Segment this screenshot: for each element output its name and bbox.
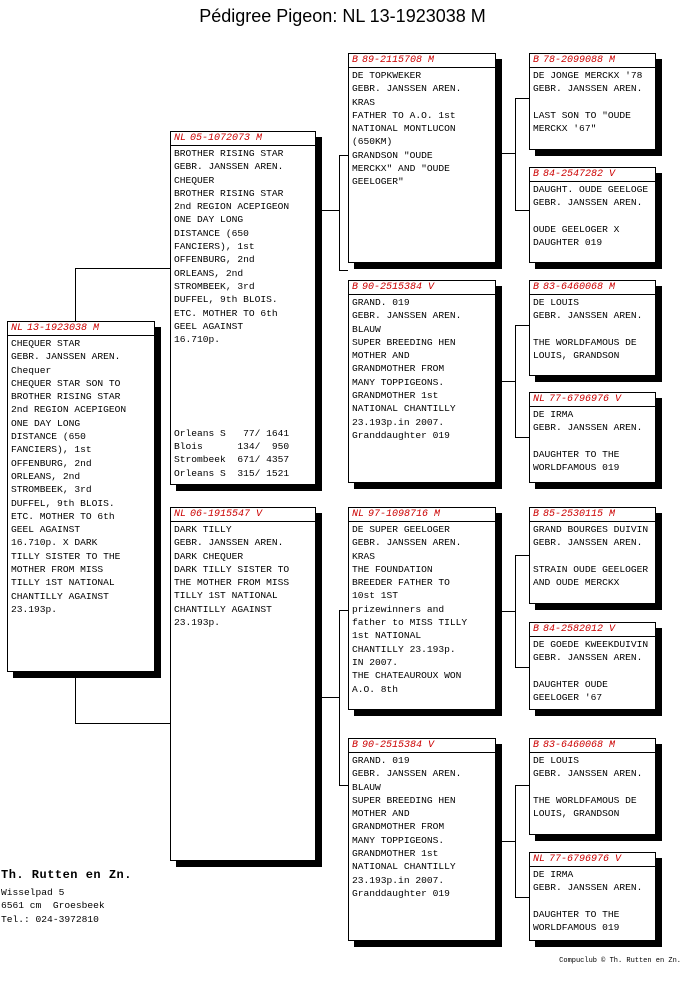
description-line: GEEL AGAINST: [174, 320, 244, 332]
connector: [515, 98, 529, 99]
description-line: GRANDMOTHER FROM: [352, 821, 445, 833]
description-line: [533, 665, 652, 678]
description-line: MERCKX '67": [533, 123, 597, 135]
ring-number: 84-2582012 V: [543, 624, 616, 635]
pigeon-description: [352, 754, 492, 900]
description-line: DE GOEDE KWEEKDUIVIN: [533, 639, 649, 650]
description-line: GRANDMOTHER 1st: [352, 390, 439, 402]
description-line: GRANDMOTHER 1st: [352, 848, 439, 860]
description-line: [533, 781, 652, 794]
connector: [339, 155, 340, 270]
description-line: CHANTILLY AGAINST: [174, 603, 272, 615]
description-line: DAUGHTER OUDE: [533, 678, 608, 690]
connector: [339, 785, 348, 786]
description-line: GEBR. JANSSEN AREN.: [533, 310, 643, 322]
pigeon-description: [352, 523, 492, 696]
connector: [339, 610, 340, 785]
country-code: NL: [352, 509, 365, 520]
country-code: B: [533, 169, 540, 180]
connector: [515, 785, 529, 786]
description-line: CHEQUER STAR: [11, 338, 81, 349]
description-line: FANCIERS), 1st: [11, 444, 92, 456]
owner-city: 6561 cm Groesbeek: [1, 900, 105, 912]
description-line: GEBR. JANSSEN AREN.: [352, 537, 462, 549]
pigeon-description: [352, 296, 492, 442]
pigeon-description: [533, 868, 652, 934]
description-line: GEELOGER '67: [533, 692, 603, 704]
description-line: CHEQUER STAR SON TO: [11, 377, 121, 389]
pigeon-card-sire-sire[interactable]: [348, 53, 496, 263]
description-line: STROMBEEK, 3rd: [11, 484, 92, 496]
ring-number: 89-2115708 M: [362, 55, 435, 66]
description-line: ONE DAY LONG: [11, 417, 81, 429]
connector: [515, 555, 529, 556]
connector: [515, 98, 516, 210]
description-line: GEBR. JANSSEN AREN.: [352, 310, 462, 322]
ring-number: 77-6796976 V: [549, 394, 622, 405]
description-line: CHANTILLY AGAINST: [11, 590, 109, 602]
description-line: TILLY SISTER TO THE: [11, 550, 121, 562]
connector: [515, 325, 529, 326]
description-line: DE JONGE MERCKX '78: [533, 70, 643, 81]
connector: [496, 611, 515, 612]
race-result-line: Blois 134/ 950: [174, 441, 290, 453]
description-line: DE IRMA: [533, 409, 574, 420]
country-code: B: [352, 282, 359, 293]
pigeon-card-sds[interactable]: [529, 280, 656, 376]
description-line: GEEL AGAINST: [11, 524, 81, 536]
description-line: OFFENBURG, 2nd: [11, 457, 92, 469]
description-line: GEBR. JANSSEN AREN.: [533, 422, 643, 434]
description-line: Chequer: [11, 364, 52, 376]
connector: [515, 210, 529, 211]
race-results: [174, 427, 289, 480]
connector: [515, 667, 529, 668]
description-line: DISTANCE (650: [11, 431, 86, 443]
pigeon-card-sss[interactable]: [529, 53, 656, 150]
country-code: NL: [174, 133, 187, 144]
description-line: 23.193p.in 2007.: [352, 874, 445, 886]
race-result-line: Orleans S 315/ 1521: [174, 467, 290, 479]
description-line: DE SUPER GEELOGER: [352, 524, 450, 535]
pigeon-card-dam-dam[interactable]: [348, 738, 496, 941]
description-line: CHEQUER: [174, 174, 215, 186]
page-title: Pédigree Pigeon: NL 13-1923038 M: [199, 6, 486, 26]
description-line: STROMBEEK, 3rd: [174, 280, 255, 292]
country-code: NL: [174, 509, 187, 520]
connector: [75, 723, 170, 724]
pigeon-card-dam-sire[interactable]: [348, 507, 496, 710]
description-line: THE WORLDFAMOUS DE: [533, 336, 637, 348]
description-line: LOUIS, GRANDSON: [533, 350, 620, 362]
description-line: STRAIN OUDE GEELOGER: [533, 563, 649, 575]
ring-number: 77-6796976 V: [549, 854, 622, 865]
country-code: NL: [11, 323, 24, 334]
description-line: ORLEANS, 2nd: [11, 470, 81, 482]
ring-number: 90-2515384 V: [362, 740, 435, 751]
description-line: NATIONAL MONTLUCON: [352, 123, 456, 135]
description-line: AND OUDE MERCKX: [533, 577, 620, 589]
description-line: FATHER TO A.O. 1st: [352, 109, 456, 121]
footer-credit: Compuclub © Th. Rutten en Zn.: [559, 957, 681, 965]
description-line: KRAS: [352, 550, 376, 562]
connector: [339, 155, 348, 156]
description-line: WORLDFAMOUS 019: [533, 922, 620, 934]
description-line: TILLY 1ST NATIONAL: [174, 590, 278, 602]
pigeon-card-dds[interactable]: [529, 738, 656, 835]
country-code: B: [533, 282, 540, 293]
connector: [339, 270, 348, 271]
country-code: B: [352, 740, 359, 751]
description-line: [533, 323, 652, 336]
description-line: 1st NATIONAL: [352, 630, 422, 642]
description-line: Granddaughter 019: [352, 429, 450, 441]
ring-number: 78-2099088 M: [543, 55, 616, 66]
connector: [339, 610, 348, 611]
description-line: GEBR. JANSSEN AREN.: [352, 83, 462, 95]
description-line: CHANTILLY 23.193p.: [352, 643, 456, 655]
description-line: OFFENBURG, 2nd: [174, 254, 255, 266]
description-line: SUPER BREEDING HEN: [352, 336, 456, 348]
description-line: GEBR. JANSSEN AREN.: [533, 768, 643, 780]
description-line: FANCIERS), 1st: [174, 241, 255, 253]
pigeon-card-sire-dam[interactable]: [348, 280, 496, 483]
description-line: prizewinners and: [352, 603, 445, 615]
description-line: GEBR. JANSSEN AREN.: [174, 537, 284, 549]
description-line: DUFFEL, 9th BLOIS.: [11, 497, 115, 509]
pigeon-card-header: [349, 740, 495, 753]
pigeon-card-header: [349, 509, 495, 522]
description-line: 2nd REGION ACEPIGEON: [174, 201, 290, 213]
pigeon-card-sire[interactable]: [170, 131, 316, 485]
description-line: GRAND BOURGES DUIVIN: [533, 524, 649, 535]
pigeon-card-subject[interactable]: [7, 321, 155, 672]
pigeon-card-header: [530, 509, 655, 522]
description-line: GEBR. JANSSEN AREN.: [11, 351, 121, 363]
description-line: 2nd REGION ACEPIGEON: [11, 404, 127, 416]
description-line: NATIONAL CHANTILLY: [352, 403, 456, 415]
description-line: LOUIS, GRANDSON: [533, 808, 620, 820]
description-line: DARK CHEQUER: [174, 550, 244, 562]
connector: [515, 437, 529, 438]
pigeon-card-header: [530, 169, 655, 182]
pigeon-card-ddd[interactable]: [529, 852, 656, 941]
description-line: BREEDER FATHER TO: [352, 577, 450, 589]
description-line: THE WORLDFAMOUS DE: [533, 794, 637, 806]
description-line: father to MISS TILLY: [352, 617, 468, 629]
description-line: GEBR. JANSSEN AREN.: [533, 197, 643, 209]
pigeon-card-header: [349, 55, 495, 68]
country-code: B: [533, 55, 540, 66]
description-line: MANY TOPPIGEONS.: [352, 376, 445, 388]
ring-number: 85-2530115 M: [543, 509, 616, 520]
description-line: BROTHER RISING STAR: [11, 391, 121, 403]
description-line: 16.710p.: [174, 334, 221, 346]
description-line: GRANDSON "OUDE: [352, 149, 433, 161]
description-line: GRAND. 019: [352, 297, 410, 308]
race-result-line: Strombeek 671/ 4357: [174, 454, 290, 466]
description-line: MOTHER FROM MISS: [11, 564, 104, 576]
description-line: BROTHER RISING STAR: [174, 148, 284, 159]
owner-name: Th. Rutten en Zn.: [1, 868, 132, 882]
pigeon-card-header: [530, 394, 655, 407]
connector: [515, 325, 516, 437]
country-code: B: [533, 624, 540, 635]
description-line: DE IRMA: [533, 869, 574, 880]
description-line: DE TOPKWEKER: [352, 70, 422, 81]
description-line: MERCKX" AND "OUDE: [352, 163, 450, 175]
pigeon-description: [174, 523, 312, 629]
description-line: GEBR. JANSSEN AREN.: [533, 652, 643, 664]
ring-number: 90-2515384 V: [362, 282, 435, 293]
description-line: BLAUW: [352, 781, 381, 793]
country-code: NL: [533, 394, 546, 405]
pigeon-card-header: [530, 55, 655, 68]
pigeon-card-header: [349, 282, 495, 295]
connector: [496, 153, 515, 154]
description-line: NATIONAL CHANTILLY: [352, 861, 456, 873]
description-line: GEBR. JANSSEN AREN.: [352, 768, 462, 780]
connector: [515, 785, 516, 897]
description-line: DAUGHTER TO THE: [533, 448, 620, 460]
description-line: GEBR. JANSSEN AREN.: [533, 537, 643, 549]
description-line: GEBR. JANSSEN AREN.: [174, 161, 284, 173]
connector: [316, 697, 339, 698]
ring-number: 84-2547282 V: [543, 169, 616, 180]
description-line: MOTHER AND: [352, 808, 410, 820]
pigeon-card-header: [530, 624, 655, 637]
description-line: DUFFEL, 9th BLOIS.: [174, 294, 278, 306]
pigeon-card-header: [530, 740, 655, 753]
description-line: DE LOUIS: [533, 297, 580, 308]
description-line: MANY TOPPIGEONS.: [352, 834, 445, 846]
pigeon-description: [533, 754, 652, 820]
description-line: WORLDFAMOUS 019: [533, 462, 620, 474]
pigeon-card-sdd[interactable]: [529, 392, 656, 483]
pigeon-description: [533, 638, 652, 704]
description-line: DE LOUIS: [533, 755, 580, 766]
pigeon-card-dsd[interactable]: [529, 622, 656, 710]
description-line: [533, 435, 652, 448]
pigeon-description: [174, 147, 312, 346]
ring-number: 97-1098716 M: [368, 509, 441, 520]
ring-number: 06-1915547 V: [190, 509, 263, 520]
connector: [496, 841, 515, 842]
description-line: DAUGHTER TO THE: [533, 908, 620, 920]
description-line: OUDE GEELOGER X: [533, 223, 620, 235]
description-line: [533, 96, 652, 109]
connector: [75, 268, 170, 269]
pigeon-description: [533, 183, 652, 249]
description-line: GRANDMOTHER FROM: [352, 363, 445, 375]
description-line: [533, 550, 652, 563]
pigeon-card-header: [8, 323, 154, 336]
description-line: ETC. MOTHER TO 6th: [174, 307, 278, 319]
pigeon-card-dam[interactable]: [170, 507, 316, 861]
description-line: DARK TILLY: [174, 524, 232, 535]
pigeon-description: [352, 69, 492, 189]
pigeon-card-ssd[interactable]: [529, 167, 656, 263]
owner-address: Wisselpad 5: [1, 887, 65, 898]
description-line: MOTHER AND: [352, 350, 410, 362]
description-line: 23.193p.: [11, 603, 58, 615]
description-line: TILLY 1ST NATIONAL: [11, 577, 115, 589]
description-line: GRAND. 019: [352, 755, 410, 766]
description-line: DAUGHTER 019: [533, 237, 603, 249]
owner-info: [1, 868, 132, 926]
pigeon-card-header: [530, 282, 655, 295]
description-line: 16.710p. X DARK: [11, 537, 98, 549]
country-code: B: [352, 55, 359, 66]
connector: [515, 555, 516, 667]
pigeon-card-header: [171, 509, 315, 522]
country-code: B: [533, 740, 540, 751]
pigeon-description: [533, 69, 652, 135]
connector: [316, 210, 339, 211]
description-line: BLAUW: [352, 323, 381, 335]
description-line: A.O. 8th: [352, 683, 399, 695]
description-line: 23.193p.: [174, 617, 221, 629]
description-line: GEBR. JANSSEN AREN.: [533, 882, 643, 894]
pigeon-card-header: [171, 133, 315, 146]
description-line: THE CHATEAUROUX WON: [352, 670, 462, 682]
description-line: DAUGHT. OUDE GEELOGE: [533, 184, 649, 195]
connector: [515, 897, 529, 898]
description-line: ONE DAY LONG: [174, 214, 244, 226]
description-line: ORLEANS, 2nd: [174, 267, 244, 279]
description-line: 10st 1ST: [352, 590, 399, 602]
pigeon-card-header: [530, 854, 655, 867]
description-line: THE FOUNDATION: [352, 563, 433, 575]
description-line: (650KM): [352, 136, 393, 148]
description-line: GEBR. JANSSEN AREN.: [533, 83, 643, 95]
race-result-line: Orleans S 77/ 1641: [174, 427, 290, 439]
pigeon-description: [11, 337, 151, 616]
description-line: KRAS: [352, 96, 376, 108]
ring-number: 83-6460068 M: [543, 282, 616, 293]
connector: [496, 381, 515, 382]
description-line: [533, 895, 652, 908]
ring-number: 05-1072073 M: [190, 133, 263, 144]
description-line: BROTHER RISING STAR: [174, 187, 284, 199]
description-line: DISTANCE (650: [174, 227, 249, 239]
description-line: GEELOGER": [352, 176, 404, 188]
description-line: DARK TILLY SISTER TO: [174, 563, 290, 575]
country-code: B: [533, 509, 540, 520]
pigeon-description: [533, 523, 652, 589]
pigeon-description: [533, 408, 652, 474]
owner-phone: Tel.: 024-3972810: [1, 913, 99, 925]
description-line: SUPER BREEDING HEN: [352, 794, 456, 806]
description-line: [533, 210, 652, 223]
pigeon-card-dss[interactable]: [529, 507, 656, 604]
description-line: ETC. MOTHER TO 6th: [11, 510, 115, 522]
description-line: LAST SON TO "OUDE: [533, 109, 631, 121]
description-line: Granddaughter 019: [352, 887, 450, 899]
description-line: IN 2007.: [352, 656, 399, 668]
ring-number: 13-1923038 M: [27, 323, 100, 334]
description-line: 23.193p.in 2007.: [352, 416, 445, 428]
pigeon-description: [533, 296, 652, 362]
ring-number: 83-6460068 M: [543, 740, 616, 751]
description-line: THE MOTHER FROM MISS: [174, 577, 290, 589]
country-code: NL: [533, 854, 546, 865]
